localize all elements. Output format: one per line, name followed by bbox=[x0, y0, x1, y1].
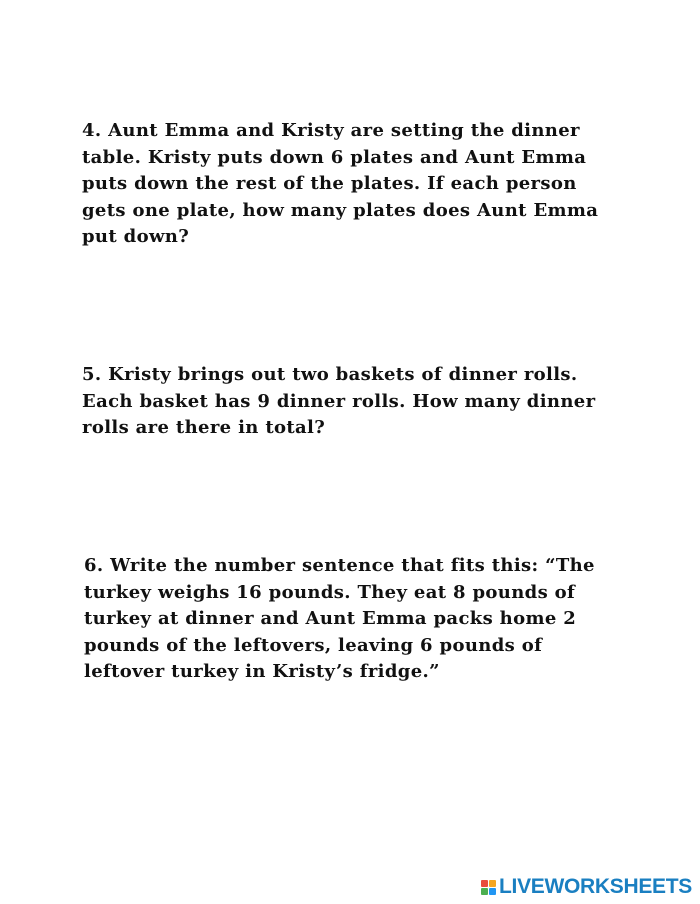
question-line: rolls are there in total? bbox=[82, 417, 326, 438]
question-5 bbox=[82, 362, 595, 442]
question-line: puts down the rest of the plates. If each person bbox=[82, 173, 577, 194]
question-line: 6. Write the number sentence that fits this: “The bbox=[84, 555, 595, 576]
logo-square bbox=[489, 880, 496, 887]
question-line: pounds of the leftovers, leaving 6 pounds of bbox=[84, 634, 543, 656]
question-line: 5. Kristy brings out two baskets of dinner rolls. bbox=[82, 364, 578, 385]
question-line: put down? bbox=[82, 226, 190, 247]
logo-square bbox=[481, 888, 488, 895]
liveworksheets-watermark bbox=[481, 872, 692, 902]
logo-square bbox=[489, 888, 496, 895]
question-4 bbox=[82, 118, 598, 251]
question-line: turkey at dinner and Aunt Emma packs home 2 bbox=[84, 608, 577, 629]
logo-square bbox=[481, 880, 488, 887]
question-line: leftover turkey in Kristy’s fridge.” bbox=[84, 661, 440, 682]
liveworksheets-logo-icon bbox=[481, 880, 496, 895]
question-6 bbox=[84, 553, 595, 686]
watermark-text: LIVEWORKSHEETS bbox=[499, 875, 692, 898]
question-line: Each basket has 9 dinner rolls. How many dinner bbox=[82, 390, 596, 412]
question-line: 4. Aunt Emma and Kristy are setting the dinner bbox=[82, 120, 580, 141]
question-line: turkey weighs 16 pounds. They eat 8 pounds of bbox=[84, 581, 576, 603]
question-line: gets one plate, how many plates does Aunt Emma bbox=[82, 199, 599, 221]
question-line: table. Kristy puts down 6 plates and Aunt Emma bbox=[82, 146, 587, 168]
